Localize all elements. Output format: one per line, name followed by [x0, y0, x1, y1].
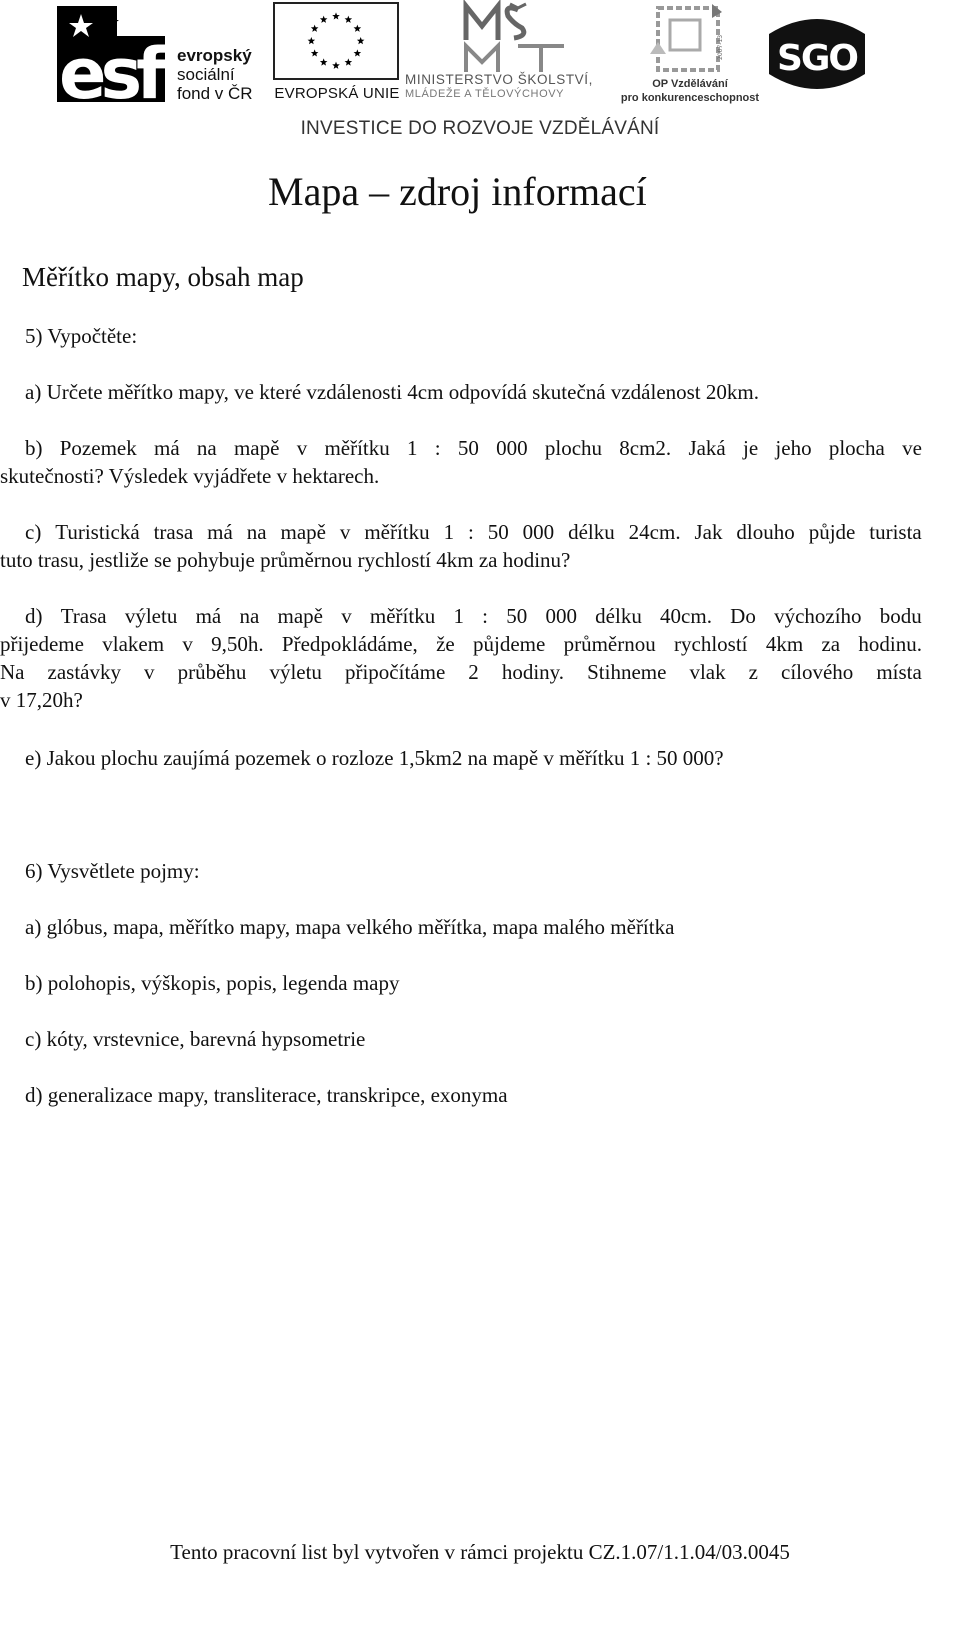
word: 000 — [496, 436, 528, 460]
word: půjdeme — [473, 632, 546, 656]
word: Předpokládáme, — [281, 632, 418, 656]
word: výletu — [269, 660, 322, 684]
task5-item-e: e) Jakou plochu zaujímá pozemek o rozloze 1,5km2 na mapě v měřítku 1 : 50 000? — [25, 746, 724, 770]
word: průměrnou — [563, 632, 656, 656]
word: v — [341, 604, 352, 628]
word: hodinu. — [858, 632, 922, 656]
word: v — [182, 632, 193, 656]
word: délku — [568, 520, 615, 544]
word: : — [467, 520, 474, 544]
footer-note: Tento pracovní list byl vytvořen v rámci projektu CZ.1.07/1.1.04/03.0045 — [170, 1540, 790, 1564]
word: má — [153, 436, 180, 460]
word: v — [296, 436, 308, 460]
word: 2 — [468, 660, 479, 684]
esf-line2: sociální — [177, 65, 235, 84]
msmt-line2: MLÁDEŽE A TĚLOVÝCHOVY — [405, 88, 565, 100]
word: měřítku — [324, 436, 390, 460]
task6-item-a: a) glóbus, mapa, měřítko mapy, mapa velkého měřítka, mapa malého měřítka — [25, 915, 675, 939]
word: d) — [25, 604, 43, 628]
word: plochu — [544, 436, 603, 460]
word: Turistická — [55, 520, 140, 544]
esf-line3: fond v ČR — [177, 84, 253, 103]
esf-logo — [55, 2, 265, 102]
word: b) — [25, 436, 43, 460]
task5-item-b-line2: skutečnosti? Výsledek vyjádřete v hektarech. — [0, 464, 380, 488]
word: Jaká — [688, 436, 726, 460]
msmt-monogram-icon — [460, 0, 570, 74]
esf-text — [177, 46, 253, 103]
word: je — [743, 436, 759, 460]
logo-header — [55, 0, 905, 120]
sgo-text: SGO — [776, 38, 858, 79]
task5-heading: 5) Vypočtěte: — [25, 324, 138, 348]
word: mapě — [280, 520, 326, 544]
eu-label: EVROPSKÁ UNIE — [274, 85, 400, 102]
task5-item-d-line3 — [0, 658, 922, 686]
op-logo — [620, 2, 760, 106]
word: 4km — [765, 632, 804, 656]
word: přijedeme — [0, 632, 84, 656]
word: trasa — [153, 520, 194, 544]
word: za — [821, 632, 841, 656]
word: Jak — [694, 520, 723, 544]
word: Do — [730, 604, 756, 628]
task5-item-d-line2 — [0, 630, 922, 658]
word: Na — [0, 660, 25, 684]
word: dlouho — [736, 520, 795, 544]
word: místa — [876, 660, 922, 684]
word: na — [246, 520, 267, 544]
word: připočítáme — [344, 660, 446, 684]
word: 40cm. — [660, 604, 712, 628]
word: vlakem — [102, 632, 165, 656]
word: Stihneme — [587, 660, 667, 684]
task6-heading: 6) Vysvětlete pojmy: — [25, 859, 200, 883]
word: 1 — [443, 520, 455, 544]
page-title: Mapa – zdroj informací — [268, 169, 647, 214]
eu-logo — [273, 2, 401, 104]
word: ve — [902, 436, 922, 460]
word: c) — [25, 520, 42, 544]
word: Pozemek — [59, 436, 137, 460]
word: cílového — [781, 660, 854, 684]
word: průběhu — [177, 660, 247, 684]
word: 24cm. — [628, 520, 681, 544]
word: půjde — [808, 520, 856, 544]
task5-item-d — [0, 602, 922, 714]
word: 9,50h. — [211, 632, 264, 656]
task6-item-b: b) polohopis, výškopis, popis, legenda mapy — [25, 971, 400, 995]
word: 1 — [453, 604, 464, 628]
task5-item-d-line4: v 17,20h? — [0, 688, 83, 712]
word: měřítku — [364, 520, 430, 544]
word: má — [195, 604, 222, 628]
investice-banner: INVESTICE DO ROZVOJE VZDĚLÁVÁNÍ — [300, 118, 660, 139]
task5-item-a: a) Určete měřítko mapy, ve které vzdálenosti 4cm odpovídá skutečná vzdálenost 20km. — [25, 380, 759, 404]
task6-item-d: d) generalizace mapy, transliterace, transkripce, exonyma — [25, 1083, 508, 1107]
word: 8cm2. — [619, 436, 672, 460]
op-line1: OP Vzdělávání — [652, 78, 728, 90]
msmt-logo — [405, 0, 615, 104]
section-title: Měřítko mapy, obsah map — [22, 262, 304, 292]
svg-text:2007-13: 2007-13 — [717, 34, 724, 60]
esf-line1: evropský — [177, 46, 252, 65]
word: vlak — [689, 660, 726, 684]
word: má — [207, 520, 233, 544]
word: plocha — [828, 436, 885, 460]
word: : — [482, 604, 489, 628]
word: rychlostí — [674, 632, 748, 656]
task5-item-c-line2: tuto trasu, jestliže se pohybuje průměrnou rychlostí 4km za hodinu? — [0, 548, 571, 572]
task6-item-c: c) kóty, vrstevnice, barevná hypsometrie — [25, 1027, 366, 1051]
sgo-emblem-icon — [765, 0, 870, 104]
word: mapě — [233, 436, 280, 460]
word: mapě — [277, 604, 323, 628]
op-emblem-icon — [650, 2, 726, 76]
task5-item-d-line1 — [0, 602, 922, 630]
op-line2: pro konkurenceschopnost — [620, 92, 760, 104]
word: výchozího — [774, 604, 862, 628]
word: že — [436, 632, 455, 656]
word: měřítku — [369, 604, 436, 628]
word: 1 — [407, 436, 418, 460]
word: zastávky — [47, 660, 122, 684]
word: v — [339, 520, 351, 544]
word: výletu — [124, 604, 178, 628]
word: 50 — [457, 436, 479, 460]
word: turista — [869, 520, 922, 544]
word: hodiny. — [501, 660, 565, 684]
word: jeho — [775, 436, 812, 460]
word: 50 — [506, 604, 528, 628]
word: Trasa — [60, 604, 107, 628]
word: : — [434, 436, 441, 460]
word: na — [196, 436, 217, 460]
task5-item-c-line1 — [0, 518, 922, 546]
word: 000 — [522, 520, 555, 544]
word: délku — [595, 604, 642, 628]
eu-flag-icon — [273, 2, 399, 80]
svg-text:esf: esf — [59, 33, 161, 102]
word: 000 — [545, 604, 577, 628]
sgo-logo — [765, 0, 870, 104]
task5-item-c — [0, 518, 922, 574]
word: bodu — [879, 604, 922, 628]
esf-emblem-icon — [57, 6, 165, 102]
word: na — [239, 604, 260, 628]
word: z — [748, 660, 758, 684]
task5-item-b — [0, 434, 922, 490]
msmt-line1: MINISTERSTVO ŠKOLSTVÍ, — [405, 72, 593, 87]
word: 50 — [487, 520, 509, 544]
word: v — [144, 660, 155, 684]
task5-item-b-line1 — [0, 434, 922, 462]
